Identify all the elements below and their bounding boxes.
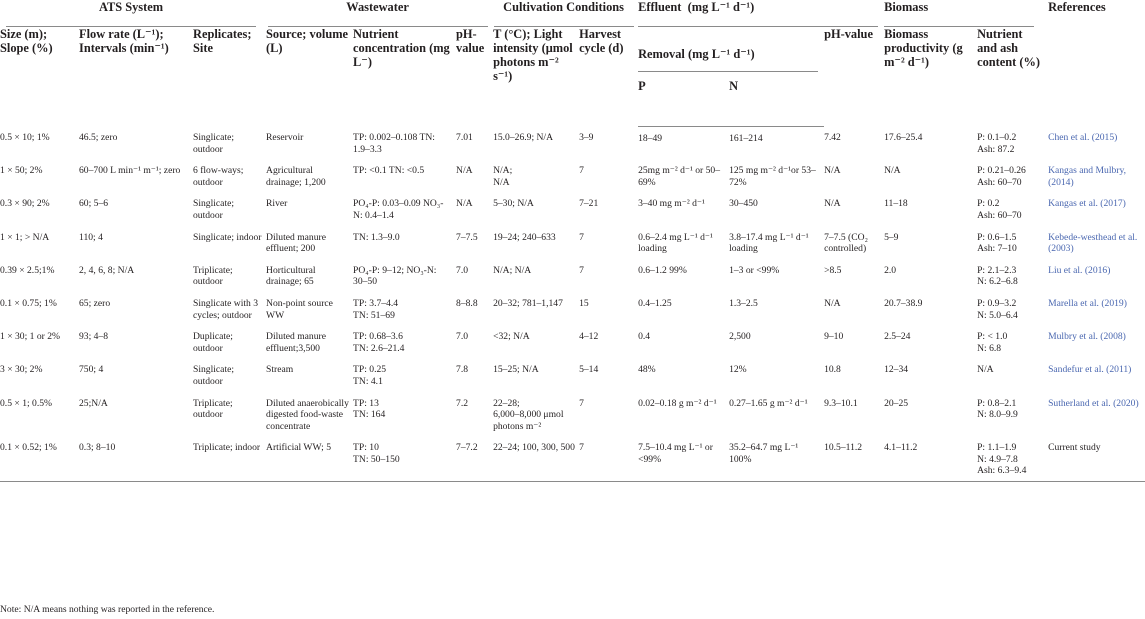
col-size: Size (m); Slope (%)	[0, 27, 53, 55]
cell-temp-light: <32; N/A	[493, 331, 530, 343]
cell-removal-p: 25mg m⁻² d⁻¹ or 50–69%	[638, 165, 721, 188]
cell-reference: Sutherland et al. (2020)	[1048, 397, 1139, 409]
cell-ph-out: 9.3–10.1	[824, 397, 858, 409]
cell-removal-p: 0.4	[638, 331, 651, 343]
cell-removal-n: 35.2–64.7 mg L⁻¹ 100%	[729, 436, 824, 481]
cell-replicates: Triplicate; outdoor	[193, 264, 233, 288]
group-biomass: Biomass	[884, 0, 1034, 27]
table-row	[0, 292, 1145, 325]
cell-ph-out: 10.8	[824, 364, 841, 376]
cell-ph-in: 7.0	[456, 264, 469, 276]
cell-nutrient-concentration: TP: 13 TN: 164	[353, 397, 386, 421]
cell-flow-rate: 750; 4	[79, 364, 104, 376]
cell-reference: Sandefur et al. (2011)	[1048, 364, 1132, 376]
cell-source: Stream	[266, 364, 294, 376]
cell-harvest-cycle: 15	[579, 297, 589, 309]
group-effluent: Effluent	[638, 0, 682, 14]
table-body	[0, 126, 1145, 482]
cell-size: 0.39 × 2.5;1%	[0, 264, 55, 276]
cell-removal-p: 0.6–1.2 99%	[638, 264, 687, 276]
table-note: Note: N/A means nothing was reported in the reference.	[0, 604, 215, 615]
cell-flow-rate: 0.3; 8–10	[79, 436, 193, 481]
cell-harvest-cycle: 7	[579, 264, 584, 276]
cell-removal-p: 0.02–0.18 g m⁻² d⁻¹	[638, 397, 717, 409]
cell-temp-light: 15.0–26.9; N/A	[493, 132, 554, 143]
cell-source: Diluted manure effluent; 200	[266, 231, 326, 255]
cell-removal-n: 12%	[729, 364, 747, 376]
col-productivity: Biomass productivity (g m⁻² d⁻¹)	[884, 27, 963, 69]
cell-nutrient-ash: P: < 1.0 N: 6.8	[977, 331, 1008, 354]
cell-ph-in: 7.8	[456, 364, 469, 376]
col-harvest: Harvest cycle (d)	[579, 27, 624, 55]
cell-nutrient-ash: P: 0.6–1.5 Ash: 7–10	[977, 231, 1017, 255]
cell-flow-rate: 110; 4	[79, 231, 103, 243]
cell-nutrient-concentration: TP: 10 TN: 50–150	[353, 436, 456, 481]
cell-temp-light: N/A; N/A	[493, 165, 513, 188]
cell-reference: Current study	[1048, 436, 1145, 481]
cell-nutrient-concentration: TP: 0.002–0.108 TN: 1.9–3.3	[353, 132, 435, 155]
cell-biomass-productivity: 17.6–25.4	[884, 132, 923, 143]
cell-nutrient-concentration: TP: <0.1 TN: <0.5	[353, 165, 425, 177]
cell-source: River	[266, 198, 288, 210]
cell-nutrient-concentration: TP: 0.68–3.6 TN: 2.6–21.4	[353, 331, 405, 354]
cell-flow-rate: 65; zero	[79, 297, 111, 309]
cell-reference: Marella et al. (2019)	[1048, 297, 1127, 309]
cell-removal-p: 3–40 mg m⁻² d⁻¹	[638, 198, 705, 210]
cell-size: 0.5 × 10; 1%	[0, 132, 50, 143]
cell-removal-n: 3.8–17.4 mg L⁻¹ d⁻¹ loading	[729, 231, 809, 255]
cell-removal-p: 7.5–10.4 mg L⁻¹ or <99%	[638, 436, 729, 481]
cell-biomass-productivity: 20–25	[884, 397, 909, 409]
cell-temp-light: 5–30; N/A	[493, 198, 534, 210]
group-ats: ATS System	[6, 0, 256, 27]
cell-flow-rate: 93; 4–8	[79, 331, 109, 343]
cell-source: Artificial WW; 5	[266, 436, 353, 481]
cell-removal-p: 0.6–2.4 mg L⁻¹ d⁻¹ loading	[638, 231, 713, 255]
cell-harvest-cycle: 7	[579, 436, 638, 481]
cell-biomass-productivity: 2.5–24	[884, 331, 911, 343]
col-nutrient-concentration: Nutrient concentration (mg L⁻)	[353, 27, 450, 69]
cell-biomass-productivity: 12–34	[884, 364, 909, 376]
group-cultivation: Cultivation Conditions	[494, 0, 634, 27]
cell-ph-out: 7–7.5 (CO₂ controlled)	[824, 231, 868, 255]
col-p: P	[638, 79, 646, 93]
cell-ph-out: 10.5–11.2	[824, 436, 884, 481]
cell-removal-p: 48%	[638, 364, 656, 376]
cell-harvest-cycle: 5–14	[579, 364, 599, 376]
table-row	[0, 358, 1145, 391]
cell-replicates: Singlicate; indoor	[193, 231, 262, 243]
cell-harvest-cycle: 4–12	[579, 331, 599, 343]
table-header	[0, 0, 1145, 126]
cell-replicates: 6 flow-ways; outdoor	[193, 165, 244, 188]
col-removal: Removal (mg L⁻¹ d⁻¹)	[638, 47, 818, 72]
cell-flow-rate: 46.5; zero	[79, 132, 118, 143]
cell-removal-n: 125 mg m⁻² d⁻¹or 53–72%	[729, 165, 816, 188]
cell-replicates: Singlicate; outdoor	[193, 198, 235, 221]
cell-ph-in: N/A	[456, 198, 473, 210]
group-effluent-unit: (mg L⁻¹ d⁻¹)	[687, 0, 755, 14]
table-row	[0, 126, 1145, 159]
cell-ph-in: 8–8.8	[456, 297, 478, 309]
cell-nutrient-concentration: TP: 0.25 TN: 4.1	[353, 364, 387, 387]
cell-source: Non-point source WW	[266, 297, 333, 321]
cell-reference: Kangas et al. (2017)	[1048, 198, 1126, 210]
cell-reference: Chen et al. (2015)	[1048, 132, 1118, 143]
cell-size: 3 × 30; 2%	[0, 364, 43, 376]
group-references: References	[1048, 0, 1106, 14]
cell-size: 0.1 × 0.52; 1%	[0, 436, 79, 481]
cell-size: 0.3 × 90; 2%	[0, 198, 50, 210]
cell-biomass-productivity: 20.7–38.9	[884, 297, 923, 309]
cell-flow-rate: 60; 5–6	[79, 198, 109, 210]
cell-size: 0.5 × 1; 0.5%	[0, 397, 53, 409]
table-row	[0, 436, 1145, 481]
cell-size: 1 × 1; > N/A	[0, 231, 50, 243]
cell-ph-in: 7.01	[456, 132, 473, 143]
cell-reference: Mulbry et al. (2008)	[1048, 331, 1126, 343]
cell-source: Reservoir	[266, 132, 304, 143]
cell-removal-n: 161–214	[729, 132, 763, 144]
cell-temp-light: N/A; N/A	[493, 264, 532, 276]
table-row	[0, 159, 1145, 192]
cell-nutrient-concentration: PO₄-P: 0.03–0.09 NO₃-N: 0.4–1.4	[353, 198, 444, 221]
cell-flow-rate: 60–700 L min⁻¹ m⁻¹; zero	[79, 165, 181, 177]
cell-removal-p: 18–49	[638, 132, 663, 144]
table-row	[0, 192, 1145, 225]
cell-ph-out: 7.42	[824, 132, 841, 143]
col-temp-light: T (°C); Light intensity (μmol photons m⁻² s⁻¹)	[493, 27, 573, 83]
table-row	[0, 259, 1145, 292]
cell-removal-n: 2,500	[729, 331, 751, 343]
cell-nutrient-concentration: TN: 1.3–9.0	[353, 231, 400, 243]
cell-nutrient-ash: P: 1.1–1.9 N: 4.9–7.8 Ash: 6.3–9.4	[977, 436, 1048, 481]
cell-nutrient-concentration: PO₄-P: 9–12; NO₃-N: 30–50	[353, 264, 437, 288]
cell-nutrient-concentration: TP: 3.7–4.4 TN: 51–69	[353, 297, 399, 321]
cell-harvest-cycle: 3–9	[579, 132, 594, 143]
col-ph-out: pH-value	[824, 27, 873, 41]
cell-nutrient-ash: P: 0.2 Ash: 60–70	[977, 198, 1022, 221]
col-flow: Flow rate (L⁻¹); Intervals (min⁻¹)	[79, 27, 169, 55]
cell-flow-rate: 25;N/A	[79, 397, 108, 409]
cell-replicates: Singlicate with 3 cycles; outdoor	[193, 297, 259, 321]
cell-replicates: Triplicate; outdoor	[193, 397, 233, 421]
cell-ph-in: N/A	[456, 165, 473, 177]
cell-size: 1 × 50; 2%	[0, 165, 43, 177]
cell-source: Horticultural drainage; 65	[266, 264, 316, 288]
cell-reference: Liu et al. (2016)	[1048, 264, 1111, 276]
cell-removal-n: 0.27–1.65 g m⁻² d⁻¹	[729, 397, 808, 409]
cell-nutrient-ash: P: 0.1–0.2 Ash: 87.2	[977, 132, 1017, 155]
cell-ph-in: 7.2	[456, 397, 469, 409]
col-source: Source; volume (L)	[266, 27, 349, 55]
cell-nutrient-ash: P: 0.9–3.2 N: 5.0–6.4	[977, 297, 1018, 321]
cell-ph-in: 7–7.5	[456, 231, 478, 243]
cell-size: 0.1 × 0.75; 1%	[0, 297, 57, 309]
cell-harvest-cycle: 7	[579, 165, 584, 177]
cell-biomass-productivity: 5–9	[884, 231, 899, 243]
table-row	[0, 226, 1145, 259]
cell-ph-out: >8.5	[824, 264, 842, 276]
cell-ph-out: N/A	[824, 198, 841, 210]
cell-ph-in: 7.0	[456, 331, 469, 343]
cell-temp-light: 20–32; 781–1,147	[493, 297, 563, 309]
cell-removal-n: 30–450	[729, 198, 758, 210]
table-row	[0, 392, 1145, 437]
cell-harvest-cycle: 7	[579, 231, 584, 243]
cell-harvest-cycle: 7–21	[579, 198, 599, 210]
cell-temp-light: 22–28; 6,000–8,000 μmol photons m⁻²	[493, 397, 564, 432]
cell-harvest-cycle: 7	[579, 397, 584, 409]
group-wastewater: Wastewater	[268, 0, 488, 27]
cell-temp-light: 19–24; 240–633	[493, 231, 556, 243]
col-nutrient-ash: Nutrient and ash content (%)	[977, 27, 1041, 69]
cell-source: Diluted anaerobically digested food-waste concentrate	[266, 397, 349, 432]
cell-nutrient-ash: P: 0.8–2.1 N: 8.0–9.9	[977, 397, 1018, 421]
cell-source: Diluted manure effluent;3,500	[266, 331, 326, 354]
cell-temp-light: 22–24; 100, 300, 500	[493, 436, 579, 481]
col-replicates: Replicates; Site	[193, 27, 252, 55]
col-n: N	[729, 79, 739, 93]
cell-ph-in: 7–7.2	[456, 436, 493, 481]
table-row	[0, 325, 1145, 358]
cell-nutrient-ash: P: 0.21–0.26 Ash: 60–70	[977, 165, 1026, 188]
cell-biomass-productivity: 2.0	[884, 264, 897, 276]
cell-biomass-productivity: N/A	[884, 165, 901, 177]
cell-reference: Kangas and Mulbry, (2014)	[1048, 165, 1127, 188]
cell-removal-n: 1.3–2.5	[729, 297, 758, 309]
cell-biomass-productivity: 4.1–11.2	[884, 436, 977, 481]
cell-temp-light: 15–25; N/A	[493, 364, 539, 376]
cell-nutrient-ash: P: 2.1–2.3 N: 6.2–6.8	[977, 264, 1018, 288]
cell-reference: Kebede-westhead et al. (2003)	[1048, 231, 1138, 255]
cell-size: 1 × 30; 1 or 2%	[0, 331, 61, 343]
cell-ph-out: N/A	[824, 297, 841, 309]
cell-flow-rate: 2, 4, 6, 8; N/A	[79, 264, 135, 276]
cell-ph-out: 9–10	[824, 331, 844, 343]
cell-biomass-productivity: 11–18	[884, 198, 908, 210]
cell-removal-n: 1–3 or <99%	[729, 264, 780, 276]
cell-replicates: Singlicate; outdoor	[193, 364, 235, 387]
cell-ph-out: N/A	[824, 165, 841, 177]
cell-replicates: Duplicate; outdoor	[193, 331, 233, 354]
col-ph-in: pH-value	[456, 27, 485, 55]
cell-removal-p: 0.4–1.25	[638, 297, 672, 309]
cell-replicates: Triplicate; indoor	[193, 436, 266, 481]
cell-replicates: Singlicate; outdoor	[193, 132, 235, 155]
cell-nutrient-ash: N/A	[977, 364, 994, 376]
cell-source: Agricultural drainage; 1,200	[266, 165, 326, 188]
